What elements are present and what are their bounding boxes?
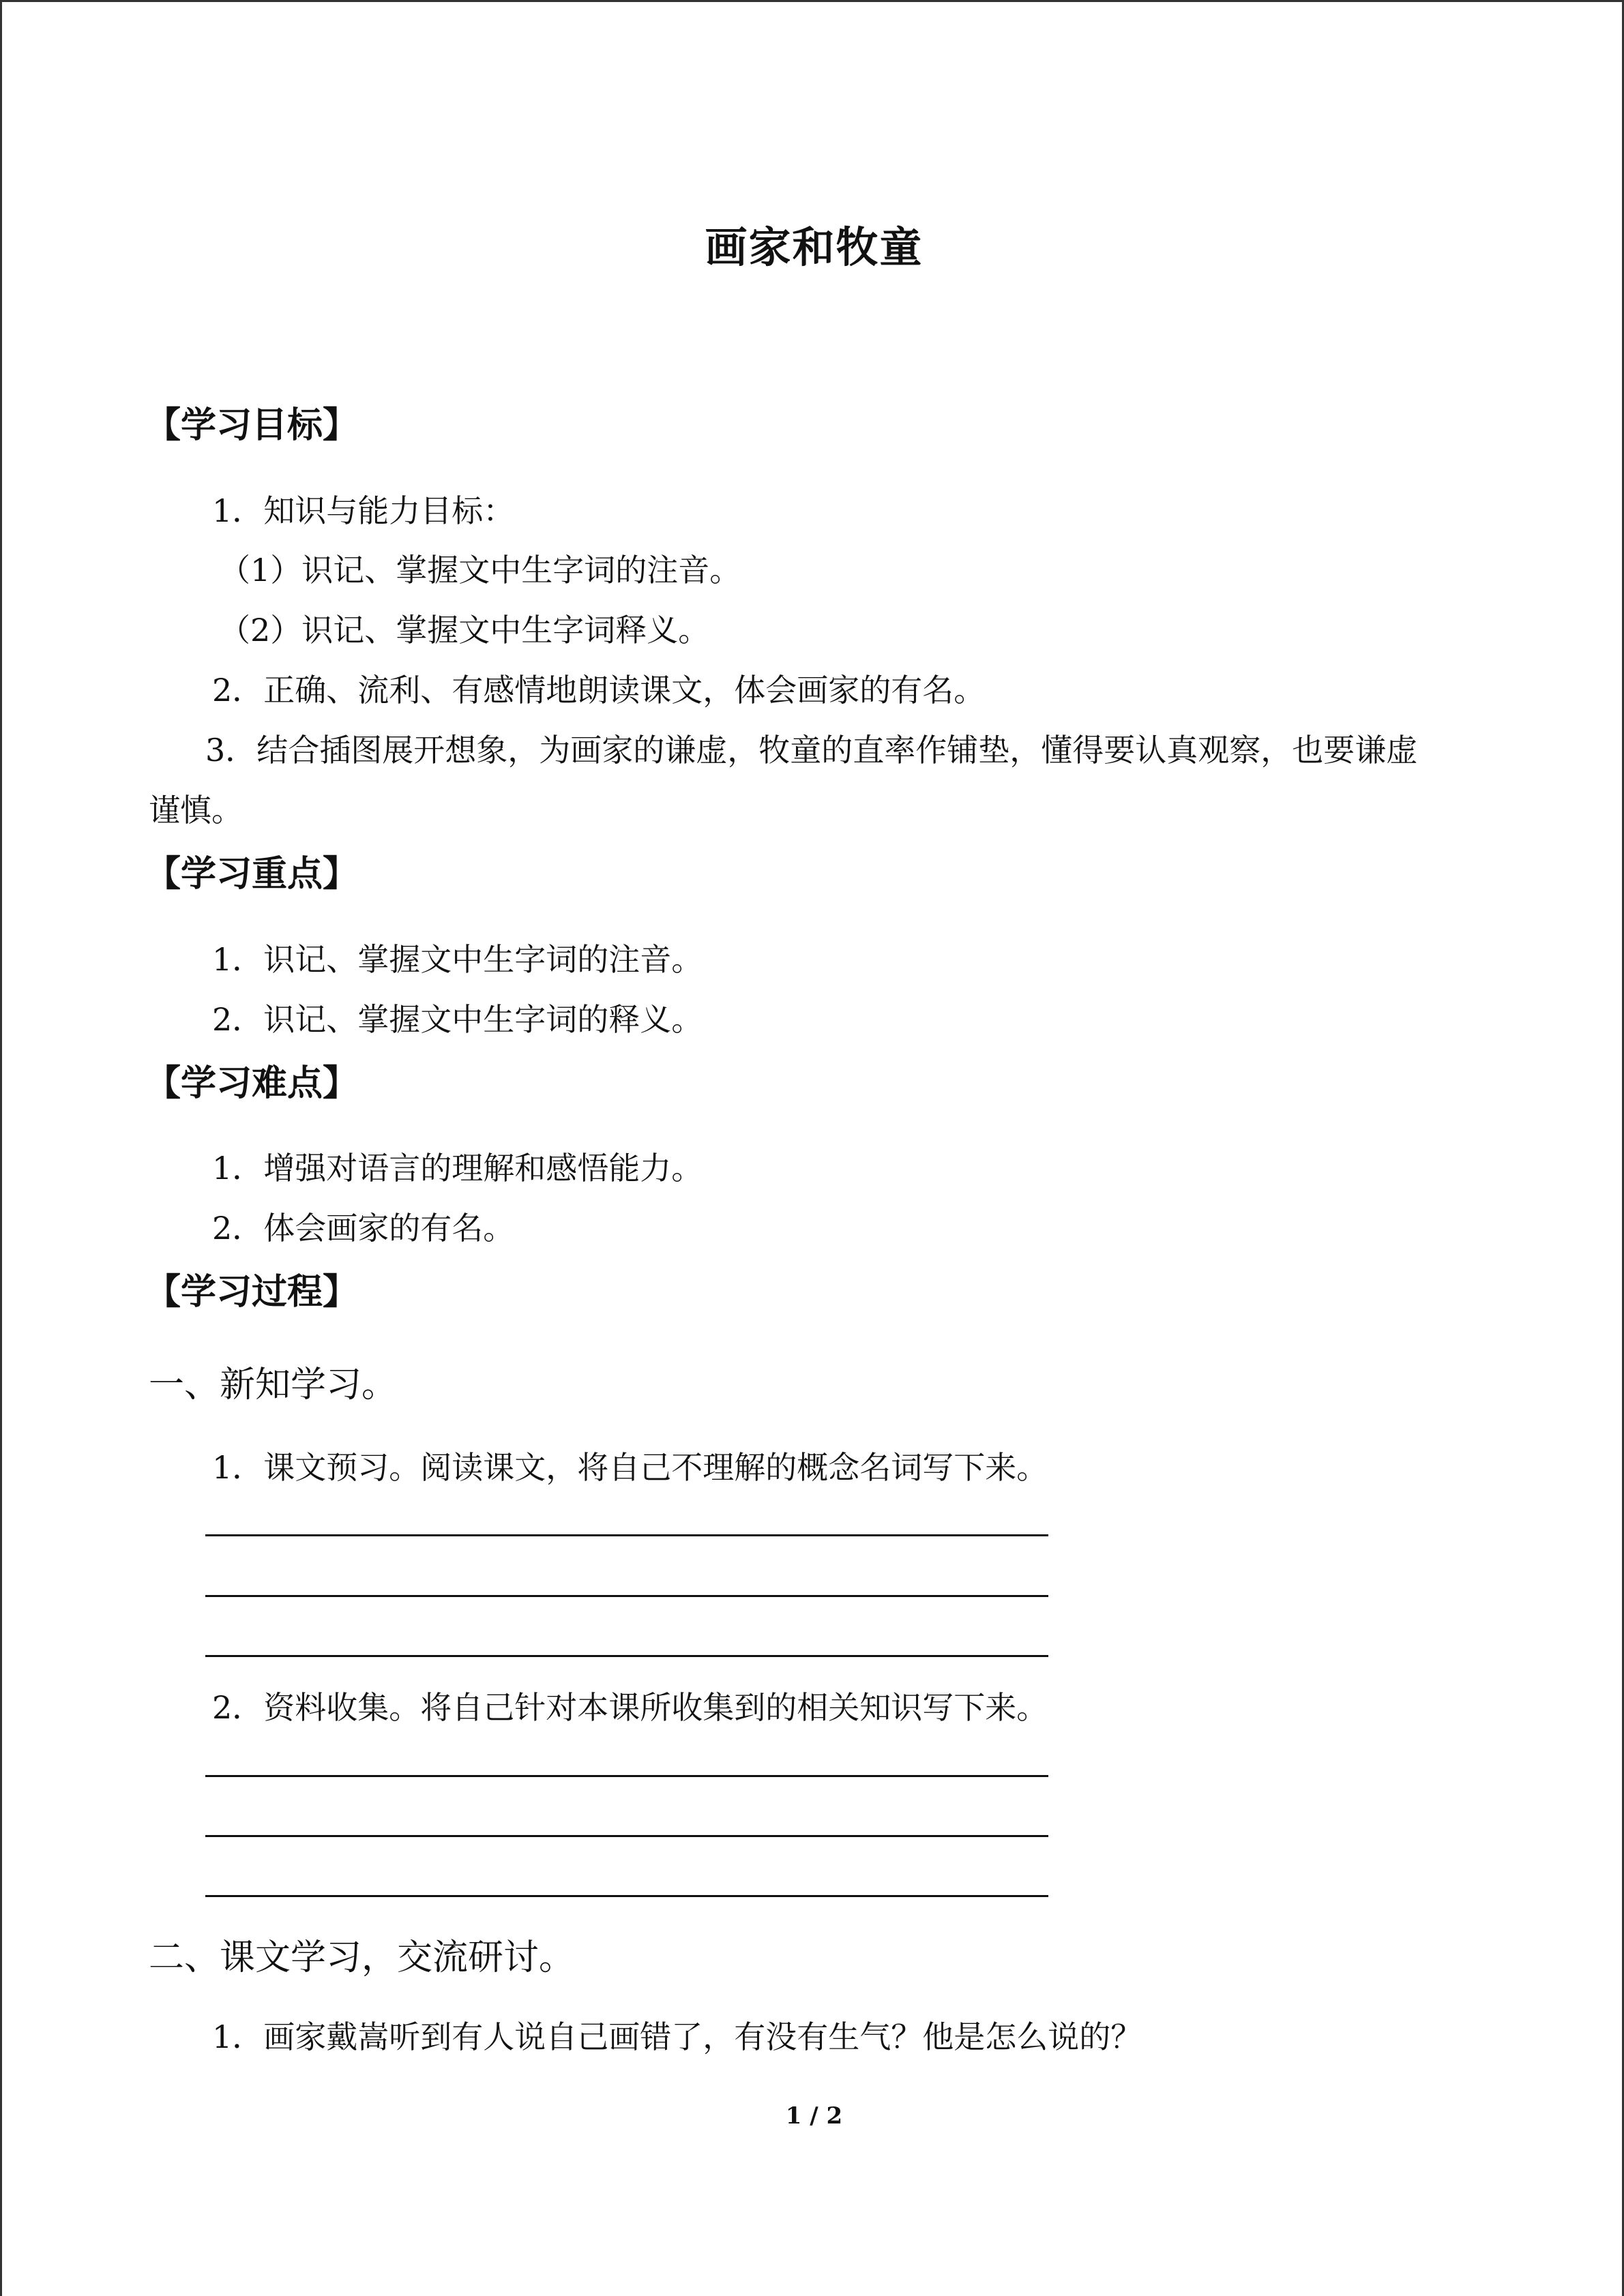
part-one-question-2: 2．资料收集。将自己针对本课所收集到的相关知识写下来。 bbox=[212, 1689, 1048, 1726]
key-point-item: 2．识记、掌握文中生字词的释义。 bbox=[212, 1001, 703, 1038]
answer-line bbox=[205, 1895, 1048, 1897]
part-two-question-1: 1．画家戴嵩听到有人说自己画错了，有没有生气？他是怎么说的？ bbox=[212, 2018, 1142, 2055]
document-title: 画家和牧童 bbox=[705, 222, 924, 272]
goal-item: 2．正确、流利、有感情地朗读课文，体会画家的有名。 bbox=[212, 672, 986, 709]
goal-item: 3．结合插图展开想象，为画家的谦虚，牧童的直率作铺垫，懂得要认真观察，也要谦虚 bbox=[205, 732, 1418, 769]
part-one-question-1: 1．课文预习。阅读课文，将自己不理解的概念名词写下来。 bbox=[212, 1449, 1048, 1486]
answer-line bbox=[205, 1534, 1048, 1536]
answer-line bbox=[205, 1595, 1048, 1597]
section-heading-key-points: 【学习重点】 bbox=[145, 853, 359, 895]
difficulty-item: 2．体会画家的有名。 bbox=[212, 1210, 515, 1247]
part-two-title: 二、课文学习，交流研讨。 bbox=[149, 1937, 575, 1978]
answer-line bbox=[205, 1655, 1048, 1657]
page-number: 1 / 2 bbox=[785, 2102, 843, 2130]
goal-item: 1．知识与能力目标： bbox=[212, 492, 515, 529]
answer-line bbox=[205, 1835, 1048, 1837]
goal-item: （2）识记、掌握文中生字词释义。 bbox=[219, 612, 710, 648]
section-heading-process: 【学习过程】 bbox=[145, 1271, 359, 1313]
section-heading-goals: 【学习目标】 bbox=[145, 404, 359, 446]
answer-line bbox=[205, 1775, 1048, 1777]
key-point-item: 1．识记、掌握文中生字词的注音。 bbox=[212, 941, 703, 978]
goal-item: （1）识记、掌握文中生字词的注音。 bbox=[219, 552, 741, 588]
difficulty-item: 1．增强对语言的理解和感悟能力。 bbox=[212, 1150, 703, 1187]
section-heading-difficulties: 【学习难点】 bbox=[145, 1062, 359, 1104]
part-one-title: 一、新知学习。 bbox=[149, 1365, 398, 1405]
goal-item-continuation: 谨慎。 bbox=[149, 792, 243, 829]
